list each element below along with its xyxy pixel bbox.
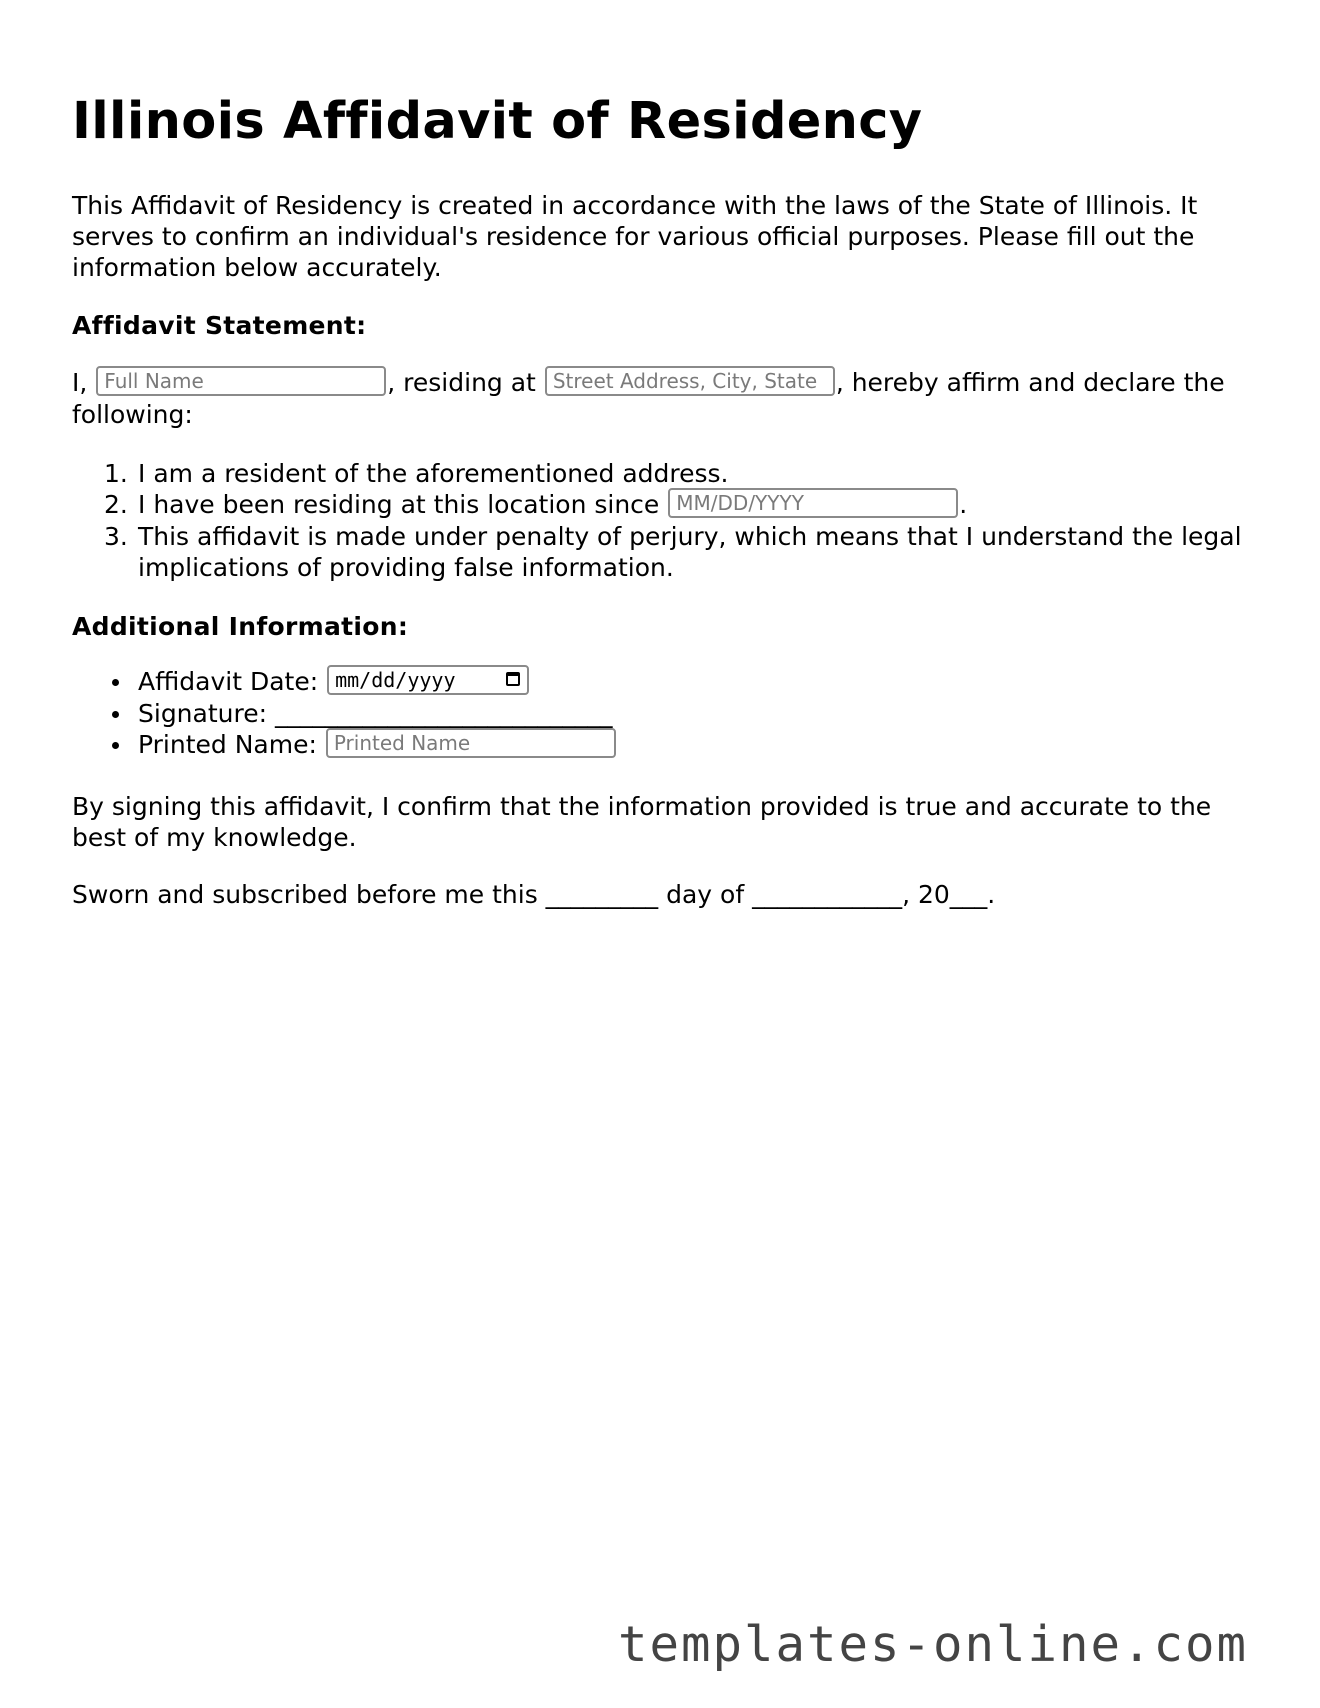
- calendar-icon[interactable]: [506, 672, 520, 686]
- bullet-icon: [112, 711, 119, 718]
- statement-paragraph: [72, 367, 1252, 430]
- intro-paragraph: This Affidavit of Residency is created in accordance with the laws of the State of Illinois. It serves to confirm an individual's residence for various official purposes. Please fill out the information below accurately.: [72, 191, 1198, 282]
- printed-name-label: Printed Name:: [138, 730, 317, 759]
- list-item: [72, 489, 1252, 521]
- list-item: [72, 458, 1252, 489]
- list-item-end: .: [959, 490, 968, 519]
- list-item-number: 1.: [104, 459, 128, 488]
- statement-suffix: , hereby affirm and declare the following:: [72, 368, 1225, 429]
- affidavit-date-input[interactable]: [327, 665, 529, 695]
- list-item-number: 2.: [104, 490, 128, 519]
- additional-list: [72, 666, 617, 761]
- list-item-text: I am a resident of the aforementioned address.: [138, 459, 729, 488]
- watermark: templates-online.com: [618, 1616, 1249, 1673]
- statement-middle: , residing at: [387, 368, 536, 397]
- statement-prefix: I,: [72, 368, 88, 397]
- bullet-icon: [112, 742, 119, 749]
- affidavit-date-label: Affidavit Date:: [138, 667, 319, 696]
- residing-since-input[interactable]: MM/DD/YYYY: [668, 488, 958, 518]
- additional-heading: Additional Information:: [72, 612, 409, 641]
- printed-name-input[interactable]: Printed Name: [326, 728, 616, 758]
- signature-line: ___________________________: [274, 699, 613, 728]
- affidavit-date-value: mm/dd/yyyy: [335, 668, 456, 692]
- full-name-input[interactable]: Full Name: [96, 366, 386, 396]
- signature-label: Signature:: [138, 699, 268, 728]
- sworn-paragraph: Sworn and subscribed before me this _________ day of ____________, 20___.: [72, 880, 996, 909]
- confirmation-paragraph: By signing this affidavit, I confirm that the information provided is true and accurate to the best of my knowledge.: [72, 792, 1212, 852]
- list-item: [72, 521, 1252, 583]
- list-item-affidavit-date: [72, 666, 617, 698]
- list-item-printed-name: [72, 729, 617, 761]
- list-item-text: This affidavit is made under penalty of perjury, which means that I understand the legal implications of providing false information.: [138, 522, 1242, 582]
- statement-list: [72, 458, 1252, 583]
- bullet-icon: [112, 679, 119, 686]
- list-item-number: 3.: [104, 522, 128, 551]
- list-item-signature: [72, 698, 617, 729]
- address-input[interactable]: Street Address, City, State: [545, 366, 835, 396]
- list-item-text: I have been residing at this location since: [138, 490, 660, 519]
- page-title: Illinois Affidavit of Residency: [72, 92, 923, 151]
- statement-heading: Affidavit Statement:: [72, 311, 367, 340]
